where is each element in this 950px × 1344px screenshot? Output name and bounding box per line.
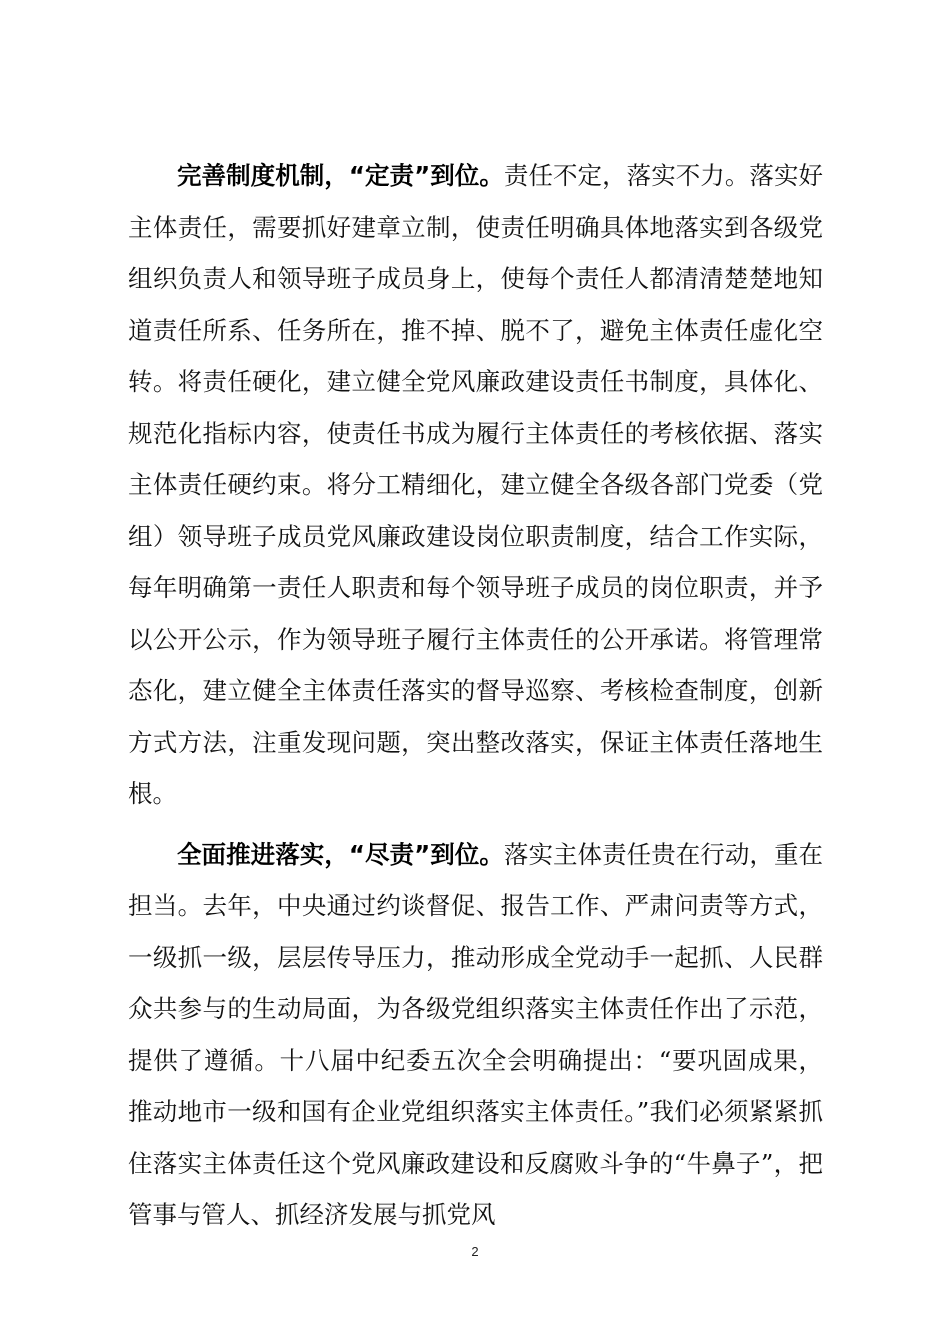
paragraph-text: 责任不定，落实不力。落实好主体责任，需要抓好建章立制，使责任明确具体地落实到各级党组织负责人和领导班子成员身上，使每个责任人都清清楚楚地知道责任所系、任务所在，推不掉、脱不了，避免主体责任虚化空转。将责任硬化，建立健全党风廉政建设责任书制度，具体化、规范化指标内容，使责任书成为履行主体责任的考核依据、落实主体责任硬约束。将分工精细化，建立健全各级各部门党委（党组）领导班子成员党风廉政建设岗位职责制度，结合工作实际，每年明确第一责任人职责和每个领导班子成员的岗位职责，并予以公开公示，作为领导班子履行主体责任的公开承诺。将管理常态化，建立健全主体责任落实的督导巡察、考核检查制度，创新方式方法，注重发现问题，突出整改落实，保证主体责任落地生根。 [128,161,824,808]
document-body [128,150,823,1250]
paragraph-lead-heading: 完善制度机制，“定责”到位。 [177,161,504,190]
paragraph-fulfill-responsibility [128,829,823,1241]
paragraph-lead-heading: 全面推进落实，“尽责”到位。 [177,839,504,869]
page-number: 2 [471,1244,479,1259]
paragraph-define-responsibility [128,150,823,820]
paragraph-text: 落实主体责任贵在行动，重在担当。去年，中央通过约谈督促、报告工作、严肃问责等方式，一级抓一级，层层传导压力，推动形成全党动手一起抓、人民群众共参与的生动局面，为各级党组织落实主体责任作出了示范，提供了遵循。十八届中纪委五次全会明确提出：“要巩固成果，推动地市一级和国有企业党组织落实主体责任。”我们必须紧紧抓住落实主体责任这个党风廉政建设和反腐败斗争的“牛鼻子”，把管事与管人、抓经济发展与抓党风 [128,839,824,1229]
